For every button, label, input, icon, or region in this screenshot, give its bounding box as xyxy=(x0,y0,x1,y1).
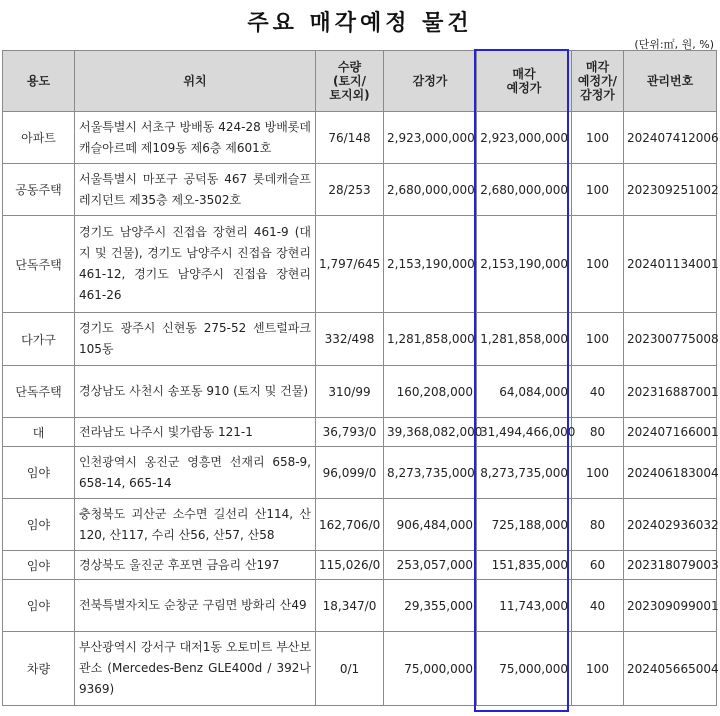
cell-appraisal: 2,153,190,000 xyxy=(384,216,477,313)
cell-ratio: 100 xyxy=(572,216,624,313)
cell-appraisal: 2,923,000,000 xyxy=(384,112,477,164)
cell-quantity: 28/253 xyxy=(316,164,384,216)
property-table xyxy=(2,50,717,706)
table-row xyxy=(3,313,717,366)
cell-appraisal: 2,680,000,000 xyxy=(384,164,477,216)
cell-planned-price: 725,188,000 xyxy=(477,499,572,551)
cell-quantity: 96,099/0 xyxy=(316,447,384,499)
cell-appraisal: 1,281,858,000 xyxy=(384,313,477,366)
cell-mgmt-no: 202316887001 xyxy=(624,366,717,418)
cell-ratio: 60 xyxy=(572,551,624,580)
cell-quantity: 162,706/0 xyxy=(316,499,384,551)
cell-quantity: 332/498 xyxy=(316,313,384,366)
cell-planned-price: 151,835,000 xyxy=(477,551,572,580)
cell-use: 다가구 xyxy=(3,313,75,366)
cell-mgmt-no: 202405665004 xyxy=(624,632,717,706)
table-row xyxy=(3,551,717,580)
cell-mgmt-no: 202407412006 xyxy=(624,112,717,164)
cell-mgmt-no: 202318079003 xyxy=(624,551,717,580)
table-row xyxy=(3,499,717,551)
cell-location: 경기도 남양주시 진접읍 장현리 461-9 (대지 및 건물), 경기도 남양주시 진접읍 장현리 461-12, 경기도 남양주시 진접읍 장현리 461-26 xyxy=(75,216,316,313)
cell-planned-price: 31,494,466,000 xyxy=(477,418,572,447)
header-planned-price: 매각 예정가 xyxy=(477,51,572,112)
cell-planned-price: 11,743,000 xyxy=(477,580,572,632)
unit-note: (단위:㎡, 원, %) xyxy=(634,38,714,51)
cell-planned-price: 2,923,000,000 xyxy=(477,112,572,164)
cell-appraisal: 906,484,000 xyxy=(384,499,477,551)
cell-appraisal: 160,208,000 xyxy=(384,366,477,418)
cell-planned-price: 75,000,000 xyxy=(477,632,572,706)
cell-ratio: 100 xyxy=(572,112,624,164)
cell-planned-price: 2,680,000,000 xyxy=(477,164,572,216)
table-row xyxy=(3,580,717,632)
cell-mgmt-no: 202309099001 xyxy=(624,580,717,632)
cell-location: 경상북도 울진군 후포면 금음리 산197 xyxy=(75,551,316,580)
table-row xyxy=(3,164,717,216)
cell-appraisal: 75,000,000 xyxy=(384,632,477,706)
cell-ratio: 100 xyxy=(572,164,624,216)
header-ratio: 매각 예정가/ 감정가 xyxy=(572,51,624,112)
cell-appraisal: 39,368,082,000 xyxy=(384,418,477,447)
cell-planned-price: 1,281,858,000 xyxy=(477,313,572,366)
cell-use: 임야 xyxy=(3,551,75,580)
cell-location: 서울특별시 서초구 방배동 424-28 방배롯데캐슬아르떼 제109동 제6층 제601호 xyxy=(75,112,316,164)
cell-mgmt-no: 202300775008 xyxy=(624,313,717,366)
header-mgmt-no: 관리번호 xyxy=(624,51,717,112)
cell-planned-price: 8,273,735,000 xyxy=(477,447,572,499)
cell-mgmt-no: 202407166001 xyxy=(624,418,717,447)
cell-quantity: 310/99 xyxy=(316,366,384,418)
cell-planned-price: 64,084,000 xyxy=(477,366,572,418)
cell-use: 공동주택 xyxy=(3,164,75,216)
cell-use: 임야 xyxy=(3,499,75,551)
cell-quantity: 0/1 xyxy=(316,632,384,706)
cell-mgmt-no: 202309251002 xyxy=(624,164,717,216)
cell-location: 인천광역시 옹진군 영흥면 선재리 658-9, 658-14, 665-14 xyxy=(75,447,316,499)
cell-mgmt-no: 202402936032 xyxy=(624,499,717,551)
header-quantity: 수량 (토지/ 토지외) xyxy=(316,51,384,112)
table-row xyxy=(3,112,717,164)
table-row xyxy=(3,447,717,499)
cell-use: 단독주택 xyxy=(3,366,75,418)
cell-quantity: 36,793/0 xyxy=(316,418,384,447)
table-row xyxy=(3,632,717,706)
page-title: 주요 매각예정 물건 xyxy=(247,11,473,36)
cell-quantity: 76/148 xyxy=(316,112,384,164)
cell-appraisal: 8,273,735,000 xyxy=(384,447,477,499)
header-use: 용도 xyxy=(3,51,75,112)
header-appraisal: 감정가 xyxy=(384,51,477,112)
cell-use: 임야 xyxy=(3,580,75,632)
table-row xyxy=(3,418,717,447)
cell-mgmt-no: 202406183004 xyxy=(624,447,717,499)
cell-planned-price: 2,153,190,000 xyxy=(477,216,572,313)
cell-appraisal: 253,057,000 xyxy=(384,551,477,580)
cell-use: 차량 xyxy=(3,632,75,706)
cell-ratio: 100 xyxy=(572,447,624,499)
cell-quantity: 1,797/645 xyxy=(316,216,384,313)
cell-ratio: 40 xyxy=(572,366,624,418)
cell-quantity: 115,026/0 xyxy=(316,551,384,580)
cell-use: 단독주택 xyxy=(3,216,75,313)
cell-ratio: 40 xyxy=(572,580,624,632)
cell-quantity: 18,347/0 xyxy=(316,580,384,632)
cell-location: 충청북도 괴산군 소수면 길선리 산114, 산120, 산117, 수리 산56, 산57, 산58 xyxy=(75,499,316,551)
cell-location: 경상남도 사천시 송포동 910 (토지 및 건물) xyxy=(75,366,316,418)
table-row xyxy=(3,366,717,418)
cell-ratio: 100 xyxy=(572,632,624,706)
cell-location: 부산광역시 강서구 대저1동 오토미트 부산보관소 (Mercedes-Benz GLE400d / 392나9369) xyxy=(75,632,316,706)
cell-ratio: 100 xyxy=(572,313,624,366)
cell-use: 아파트 xyxy=(3,112,75,164)
table-row xyxy=(3,216,717,313)
cell-use: 임야 xyxy=(3,447,75,499)
cell-ratio: 80 xyxy=(572,499,624,551)
cell-location: 서울특별시 마포구 공덕동 467 롯데캐슬프레지던트 제35층 제오-3502호 xyxy=(75,164,316,216)
header-location: 위치 xyxy=(75,51,316,112)
cell-location: 전북특별자치도 순창군 구림면 방화리 산49 xyxy=(75,580,316,632)
cell-ratio: 80 xyxy=(572,418,624,447)
header-row xyxy=(3,51,717,112)
cell-appraisal: 29,355,000 xyxy=(384,580,477,632)
cell-mgmt-no: 202401134001 xyxy=(624,216,717,313)
cell-location: 전라남도 나주시 빛가람동 121-1 xyxy=(75,418,316,447)
cell-location: 경기도 광주시 신현동 275-52 센트럴파크 105동 xyxy=(75,313,316,366)
cell-use: 대 xyxy=(3,418,75,447)
